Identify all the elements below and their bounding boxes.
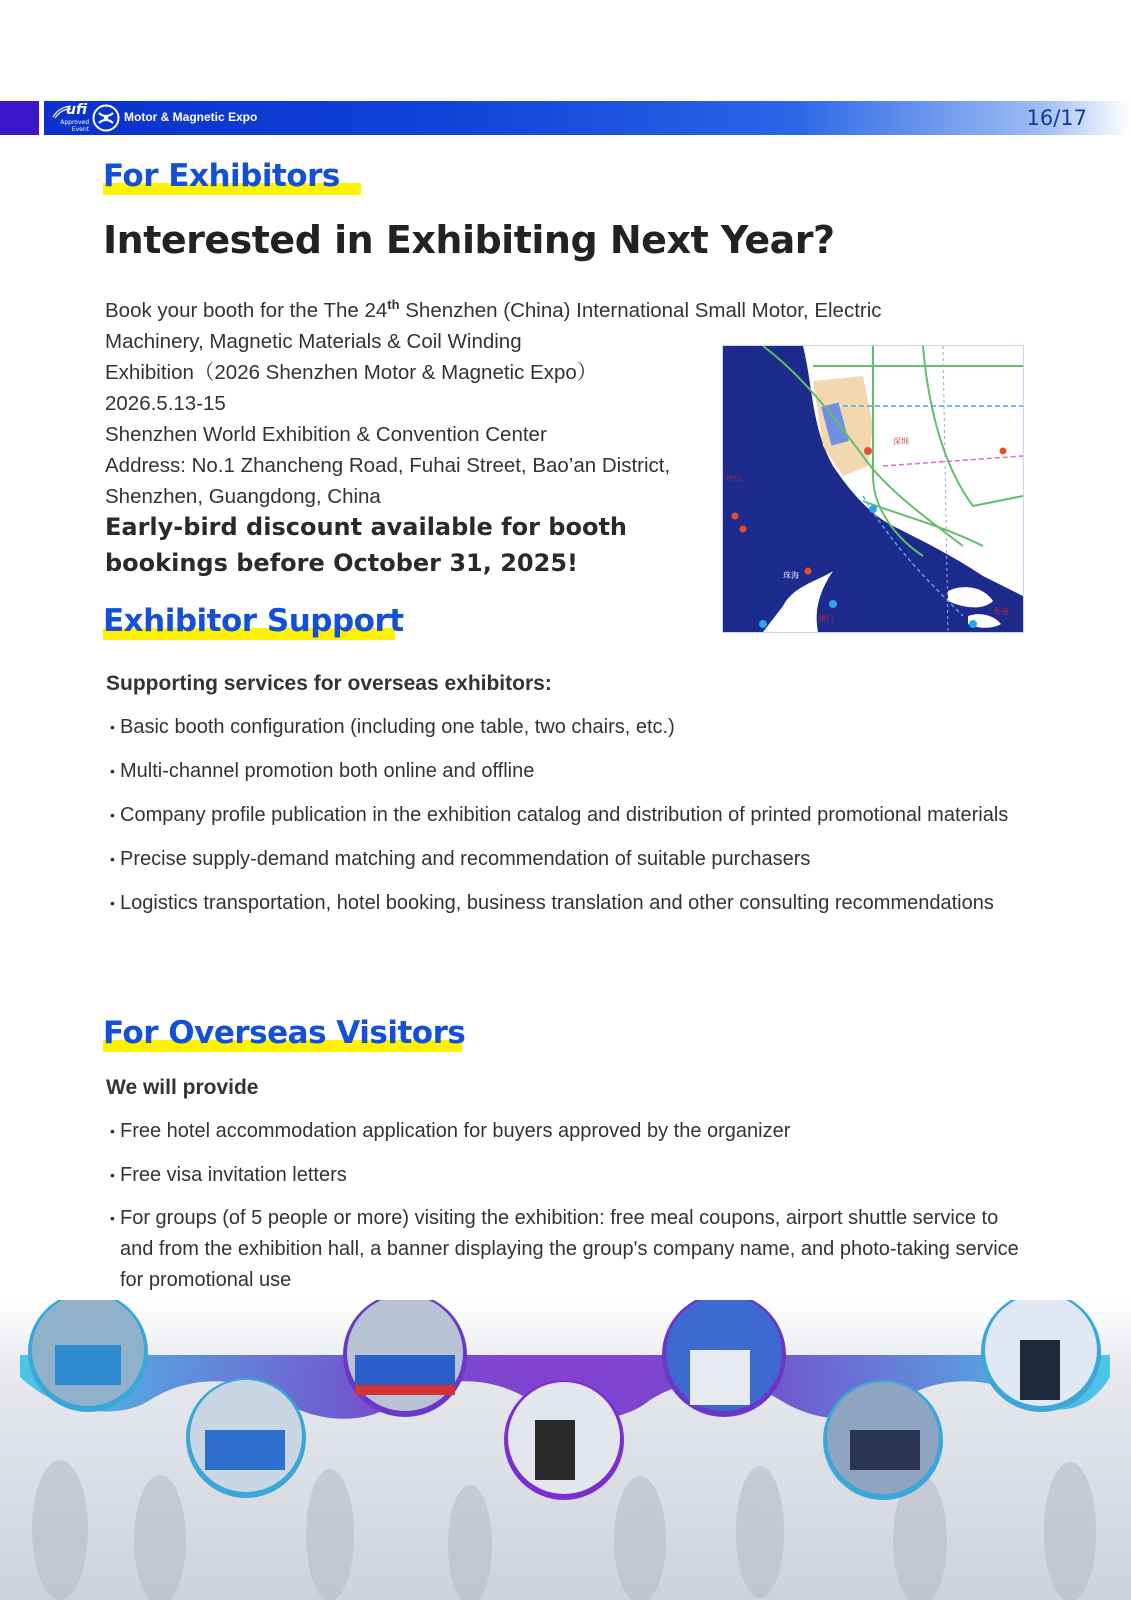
list-item: • Free hotel accommodation application for buyers approved by the organizer — [110, 1120, 791, 1142]
page-number: 16/17 — [1026, 106, 1087, 130]
list-item: • Multi-channel promotion both online and offline — [110, 760, 535, 782]
venue-name: Shenzhen World Exhibition & Convention Center — [105, 422, 547, 446]
map-label-zhuhai: 珠海 — [783, 571, 799, 580]
list-item: • Logistics transportation, hotel booking, business translation and other consulting recommendations — [110, 892, 994, 914]
ufi-text: ufi — [66, 102, 87, 118]
list-item: • Company profile publication in the exhibition catalog and distribution of printed promotional materials — [110, 804, 1009, 826]
location-map — [722, 345, 1024, 633]
list-item: • Precise supply-demand matching and recommendation of suitable purchasers — [110, 848, 811, 870]
list-item: • Basic booth configuration (including one table, two chairs, etc.) — [110, 716, 675, 738]
support-subheading: Supporting services for overseas exhibitors: — [106, 672, 552, 695]
ufi-logo — [52, 103, 92, 133]
list-item: • For groups (of 5 people or more) visiting the exhibition: free meal coupons, airport shuttle service to and from the exhibition hall, a banner displaying the group's company name, and photo-taking service for promotional use — [110, 1207, 1019, 1291]
for-exhibitors-heading: For Exhibitors — [103, 158, 340, 194]
list-item: • Free visa invitation letters — [110, 1164, 347, 1186]
map-label-macau: 澳门 — [818, 614, 834, 623]
exhibition-photo-strip — [0, 1300, 1131, 1600]
venue-address: Address: No.1 Zhancheng Road, Fuhai Street, Bao’an District, — [105, 453, 671, 477]
exhibition-dates: 2026.5.13-15 — [105, 391, 226, 415]
intro-line-1: Book your booth for the The 24th Shenzhen (China) International Small Motor, Electric — [105, 297, 882, 322]
map-label-shenzhen: 深圳 — [893, 437, 909, 446]
intro-line: Machinery, Magnetic Materials & Coil Winding — [105, 329, 522, 353]
map-label-hongkong: 香港 — [993, 607, 1009, 616]
header-bar — [0, 101, 1131, 135]
map-label-zhongshan: 中山 — [726, 474, 742, 483]
brand-name: Motor & Magnetic Expo — [124, 110, 258, 124]
support-list — [110, 711, 1030, 931]
early-bird-notice: Early-bird discount available for booth bookings before October 31, 2025! — [105, 513, 627, 577]
expo-logo-icon — [92, 104, 120, 132]
venue-address-city: Shenzhen, Guangdong, China — [105, 484, 381, 508]
visitors-list — [110, 1115, 1030, 1307]
intro-line: Exhibition（2026 Shenzhen Motor & Magnetic Expo） — [105, 360, 598, 384]
page-title: Interested in Exhibiting Next Year? — [103, 218, 835, 262]
approved-event-text: Approved Event — [60, 119, 89, 133]
visitors-subheading: We will provide — [106, 1076, 259, 1099]
header-accent-block — [0, 101, 39, 135]
exhibitor-support-heading: Exhibitor Support — [103, 603, 404, 639]
overseas-visitors-heading: For Overseas Visitors — [103, 1015, 466, 1051]
